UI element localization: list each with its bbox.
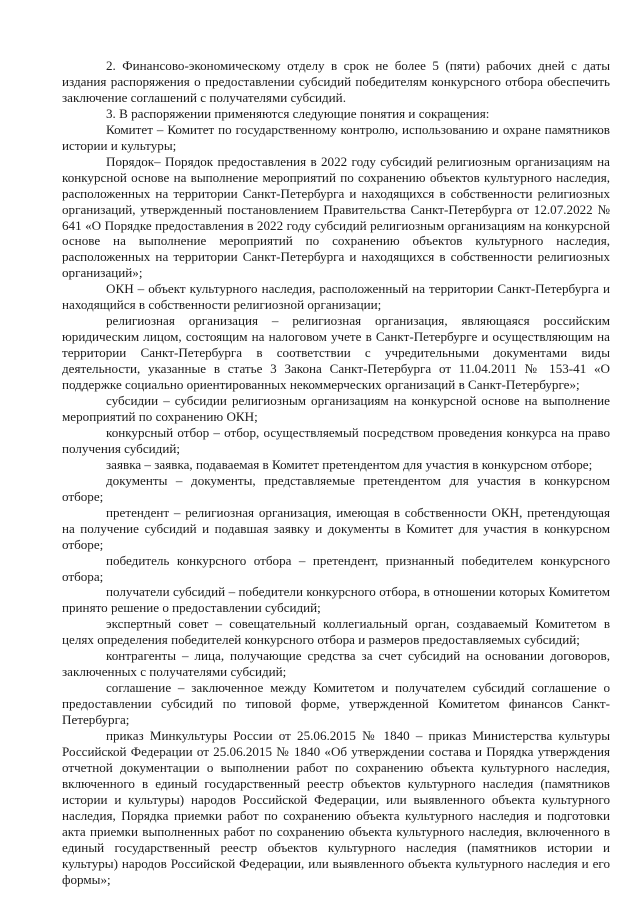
definition-expert-council: экспертный совет – совещательный коллегиальный орган, создаваемый Комитетом в целях определения победителей конкурсного отбора и размеров предоставляемых субсидий;: [62, 616, 610, 648]
definition-application: заявка – заявка, подаваемая в Комитет претендентом для участия в конкурсном отборе;: [106, 456, 593, 472]
definition-documents: документы – документы, представляемые претендентом для участия в конкурсном отборе;: [62, 472, 610, 504]
definition-agreement: соглашение – заключенное между Комитетом и получателем субсидий соглашение о предоставлении субсидий по типовой форме, утвержденной Комитетом финансов Санкт-Петербурга;: [62, 680, 610, 728]
definition-contractors: контрагенты – лица, получающие средства за счет субсидий на основании договоров, заключенных с получателями субсидий;: [62, 648, 610, 680]
definition-committee: Комитет – Комитет по государственному контролю, использованию и охране памятников истории и культуры;: [62, 121, 610, 153]
paragraph-clause-3: 3. В распоряжении применяются следующие понятия и сокращения:: [106, 105, 490, 121]
definition-applicant: претендент – религиозная организация, имеющая в собственности ОКН, претендующая на получение субсидий и подавшая заявку и документы в Комитет для участия в конкурсном отборе;: [62, 504, 610, 552]
definition-okn: ОКН – объект культурного наследия, расположенный на территории Санкт-Петербурга и находящийся в собственности религиозной организации;: [62, 281, 610, 313]
definition-recipients: получатели субсидий – победители конкурсного отбора, в отношении которых Комитетом принято решение о предоставлении субсидий;: [62, 584, 610, 616]
document-body: [62, 58, 610, 888]
definition-procedure: Порядок– Порядок предоставления в 2022 году субсидий религиозным организациям на конкурсной основе на выполнение мероприятий по сохранению объектов культурного наследия, расположенных на территории Санкт-Петербурга и находящихся в собственности религиозных организаций, утвержденный постановлением Правительства Санкт-Петербурга от 12.07.2022 № 641 «О Порядке предоставления в 2022 году субсидий религиозным организациям на конкурсной основе на выполнение мероприятий по сохранению объектов культурного наследия, расположенных на территории Санкт-Петербурга и находящихся в собственности религиозных организаций»;: [62, 153, 610, 281]
definition-winner: победитель конкурсного отбора – претендент, признанный победителем конкурсного отбора;: [62, 552, 610, 584]
definition-religious-organization: религиозная организация – религиозная организация, являющаяся российским юридическим лицом, состоящим на налоговом учете в Санкт-Петербурге и осуществляющим на территории Санкт-Петербурга в соответствии с учредительными документами виды деятельности, указанные в статье 3 Закона Санкт-Петербурга от 11.04.2011 № 153-41 «О поддержке социально ориентированных некоммерческих организаций в Санкт-Петербурге»;: [62, 313, 610, 393]
definition-competitive-selection: конкурсный отбор – отбор, осуществляемый посредством проведения конкурса на право получения субсидий;: [62, 424, 610, 456]
definition-ministry-order: приказ Минкультуры России от 25.06.2015 № 1840 – приказ Министерства культуры Российской Федерации от 25.06.2015 № 1840 «Об утверждении состава и Порядка утверждения отчетной документации о выполнении работ по сохранению объекта культурного наследия, включенного в единый государственный реестр объектов культурного наследия (памятников истории и культуры) народов Российской Федерации, или выявленного объекта культурного наследия, Порядка приемки работ по сохранению объекта культурного наследия и подготовки акта приемки выполненных работ по сохранению объекта культурного наследия, включенного в единый государственный реестр объектов культурного наследия (памятников истории и культуры) народов Российской Федерации, или выявленного объекта культурного наследия и его формы»;: [62, 728, 610, 887]
definition-subsidies: субсидии – субсидии религиозным организациям на конкурсной основе на выполнение мероприятий по сохранению ОКН;: [62, 393, 610, 424]
paragraph-clause-2: 2. Финансово-экономическому отделу в срок не более 5 (пяти) рабочих дней с даты издания распоряжения о предоставлении субсидий победителям конкурсного отбора обеспечить заключение соглашений с получателями субсидий.: [62, 58, 610, 105]
